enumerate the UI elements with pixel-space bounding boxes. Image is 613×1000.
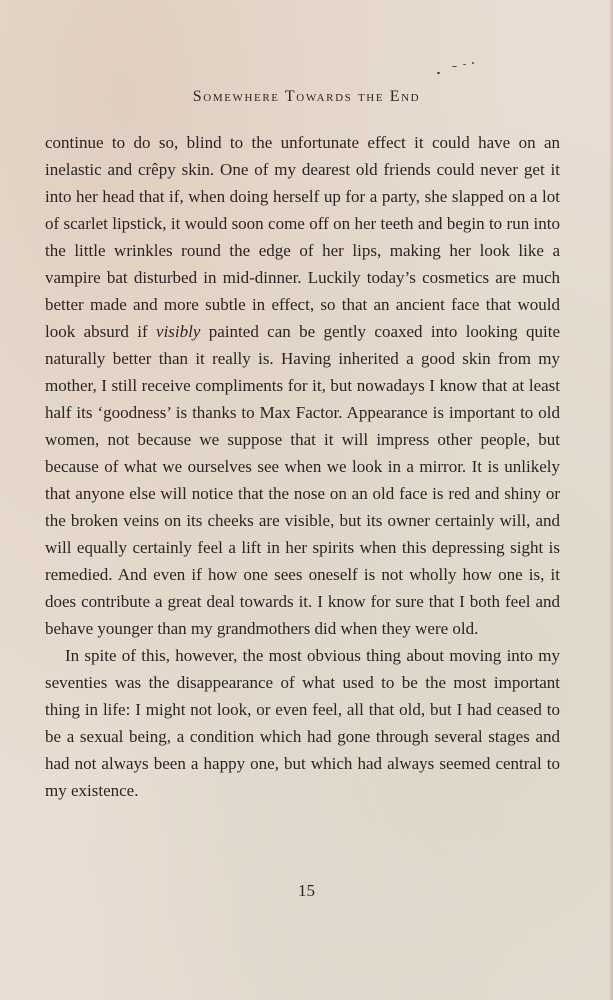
paragraph-text: continue to do so, blind to the unfortunate effect it could have on an inelastic and crêpy skin. One of my dearest old friends could never get it into her head that if, when doing herself up for a party, she slapped on a lot of scarlet lipstick, it would soon come off on her teeth and begin to run into the little wrinkles round the edge of her lips, making her look like a vampire bat disturbed in mid-dinner. Luckily today’s cosmetics are much better made and more subtle in effect, so that an ancient face that would look absurd if (45, 133, 560, 341)
ink-speck (463, 64, 466, 65)
running-head: Somewhere Towards the End (192, 88, 421, 105)
ink-speck (452, 66, 457, 67)
paragraph-text: painted can be gently coaxed into looking quite naturally better than it really is. Having inherited a good skin from my mother, I still receive compliments for it, but nowadays I know that at least half its ‘goodness’ is thanks to Max Factor. Appearance is important to old women, not because we suppose that it will impress other people, but because of what we ourselves see when we look in a mirror. It is unlikely that anyone else will notice that the nose on an old face is red and shiny or the broken veins on its cheeks are visible, but its owner certainly will, and will equally certainly feel a lift in her spirits when this depressing sight is remedied. And even if how one sees oneself is not wholly how one is, it does contribute a great deal towards it. I know for sure that I both feel and behave younger than my grandmothers did when they were old. (45, 322, 561, 638)
page-edge-shadow (609, 0, 613, 1000)
paragraph (45, 129, 560, 642)
paragraph: In spite of this, however, the most obvious thing about moving into my seventies was the disappearance of what used to be the most important thing in life: I might not look, or even feel, all that old, but I had ceased to be a sexual being, a condition which had gone through several stages and had not always been a happy one, but which had always seemed central to my existence. (45, 646, 560, 800)
emphasis-word: visibly (156, 322, 201, 341)
ink-speck (472, 62, 474, 64)
page-number: 15 (298, 881, 315, 900)
body-text (45, 129, 560, 804)
ink-speck (437, 72, 440, 74)
